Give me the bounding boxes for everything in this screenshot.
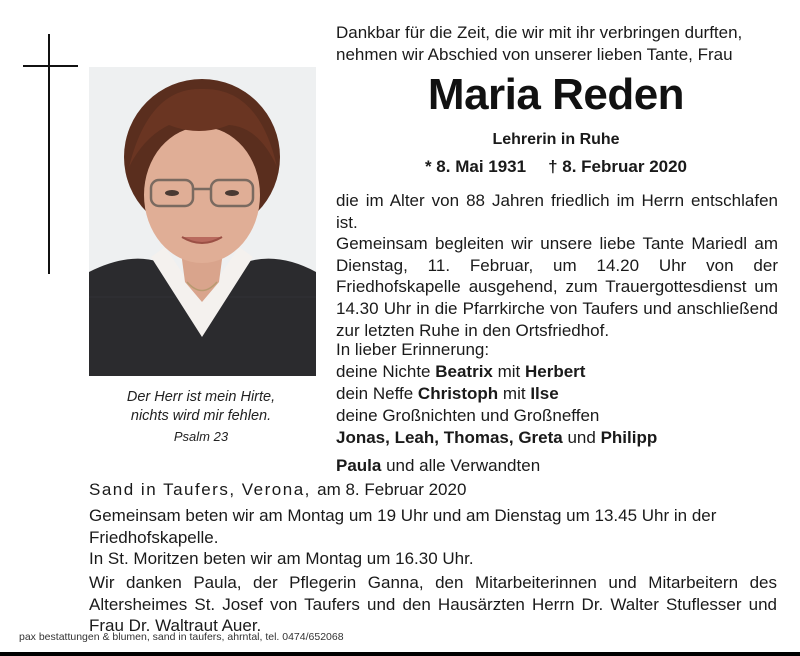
prayer-line: Gemeinsam beten wir am Montag um 19 Uhr und am Dienstag um 13.45 Uhr in der Friedhofskapelle. bbox=[89, 506, 717, 547]
verse-source: Psalm 23 bbox=[173, 429, 229, 444]
place-date: am 8. Februar 2020 bbox=[317, 480, 467, 499]
mourner-line: dein Neffe Christoph mit Ilse bbox=[336, 384, 559, 403]
cross-horizontal-bar bbox=[23, 65, 78, 67]
intro-line: nehmen wir Abschied von unserer lieben Tante, Frau bbox=[336, 45, 733, 64]
occupation: Lehrerin in Ruhe bbox=[492, 131, 620, 148]
footer-credit: pax bestattungen & blumen, sand in taufers, ahrntal, tel. 0474/652068 bbox=[19, 631, 344, 643]
obituary-body bbox=[336, 190, 778, 341]
deceased-name: Maria Reden bbox=[427, 70, 685, 119]
portrait-photo bbox=[89, 67, 316, 376]
mourner-line: deine Großnichten und Großneffen bbox=[336, 406, 600, 425]
prayer-info bbox=[89, 505, 777, 570]
place-and-date bbox=[89, 480, 466, 500]
body-paragraph: Gemeinsam begleiten wir unsere liebe Tante Mariedl am Dienstag, 11. Februar, um 14.20 Uhr von der Friedhofskapelle ausgehend, zum Trauergottesdienst um 14.30 Uhr in die Pfarrkirche von Taufers und anschließend zur letzten Ruhe in den Ortsfriedhof. bbox=[336, 234, 778, 340]
bottom-border bbox=[0, 652, 800, 656]
mourner-line: Jonas, Leah, Thomas, Greta und Philipp bbox=[336, 428, 658, 447]
verse-line: nichts wird mir fehlen. bbox=[130, 408, 272, 424]
thanks-text: Wir danken Paula, der Pflegerin Ganna, den Mitarbeiterinnen und Mitarbeitern des Altersheimes St. Josef von Taufers und den Hausärzten Herrn Dr. Walter Stuflesser und Frau Dr. Waltraut Auer. bbox=[89, 573, 777, 636]
bible-verse bbox=[90, 388, 312, 426]
memory-heading: In lieber Erinnerung: bbox=[336, 340, 490, 359]
body-paragraph: die im Alter von 88 Jahren friedlich im Herrn entschlafen ist. bbox=[336, 191, 778, 232]
prayer-line: In St. Moritzen beten wir am Montag um 16.30 Uhr. bbox=[89, 549, 474, 569]
verse-line: Der Herr ist mein Hirte, bbox=[126, 389, 276, 405]
death-date: † 8. Februar 2020 bbox=[548, 157, 688, 176]
mourners-list bbox=[336, 339, 778, 477]
intro-line: Dankbar für die Zeit, die wir mit ihr verbringen durften, bbox=[336, 23, 743, 42]
intro-text bbox=[336, 22, 776, 66]
mourner-line: deine Nichte Beatrix mit Herbert bbox=[336, 362, 586, 381]
cross-vertical-bar bbox=[48, 34, 50, 274]
mourner-line: Paula und alle Verwandten bbox=[336, 456, 541, 475]
place: Sand in Taufers, Verona, bbox=[89, 480, 311, 499]
birth-date: * 8. Mai 1931 bbox=[424, 157, 527, 176]
life-dates bbox=[336, 157, 776, 177]
